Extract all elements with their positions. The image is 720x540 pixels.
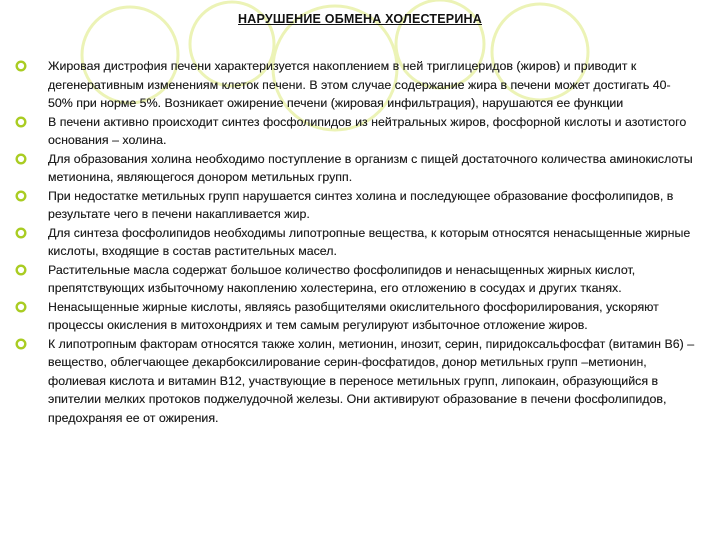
bullet-list xyxy=(15,57,695,427)
list-item xyxy=(15,57,695,113)
list-item-text: К липотропным факторам относятся также холин, метионин, инозит, серин, пиридоксальфосфат (витамин В6) – вещество, облегчающее декарбоксилирование серин-фосфатидов, донор метильных групп –метионин, фолиевая кислота и витамин В12, участвующие в переносе метильных групп, липокаин, образующийся в эпителии мелких протоков поджелудочной железы. Они активируют образование в печени фосфолипидов, предохраняя ее от ожирения. xyxy=(48,336,695,425)
list-item-text: В печени активно происходит синтез фосфолипидов из нейтральных жиров, фосфорной кислоты и азотистого основания – холина. xyxy=(48,114,687,147)
list-item-text: При недостатке метильных групп нарушается синтез холина и последующее образование фосфолипидов, в результате чего в печени накапливается жир. xyxy=(48,188,674,221)
list-item xyxy=(15,335,695,428)
page-title xyxy=(0,12,720,26)
list-item xyxy=(15,150,695,187)
ring-bullet-icon xyxy=(15,60,27,72)
list-item-text: Ненасыщенные жирные кислоты, являясь разобщителями окислительного фосфорилирования, ускоряют процессы окисления в митохондриях и тем самым регулируют избыточное отложение жиров. xyxy=(48,299,659,332)
list-item-text: Растительные масла содержат большое количество фосфолипидов и ненасыщенных жирных кислот, препятствующих избыточному накоплению холестерина, его отложению в сосудах и других тканях. xyxy=(48,262,636,295)
ring-bullet-icon xyxy=(15,227,27,239)
ring-bullet-icon xyxy=(15,116,27,128)
list-item xyxy=(15,113,695,150)
ring-bullet-icon xyxy=(15,264,27,276)
ring-bullet-icon xyxy=(15,153,27,165)
ring-bullet-icon xyxy=(15,338,27,350)
ring-bullet-icon xyxy=(15,190,27,202)
ring-bullet-icon xyxy=(15,301,27,313)
list-item xyxy=(15,187,695,224)
list-item-text: Для синтеза фосфолипидов необходимы липотропные вещества, к которым относятся ненасыщенные жирные кислоты, входящие в состав растительных масел. xyxy=(48,225,691,258)
page-title-text: НАРУШЕНИЕ ОБМЕНА ХОЛЕСТЕРИНА xyxy=(238,12,482,26)
list-item xyxy=(15,261,695,298)
list-item xyxy=(15,298,695,335)
list-item-text: Жировая дистрофия печени характеризуется накоплением в ней триглицеридов (жиров) и приводит к дегенеративным изменениям клеток печени. В этом случае содержание жира в печени может достигать 40-50% при норме 5%. Возникает ожирение печени (жировая инфильтрация), нарушаются ее функции xyxy=(48,59,671,110)
list-item xyxy=(15,224,695,261)
list-item-text: Для образования холина необходимо поступление в организм с пищей достаточного количества аминокислоты метионина, являющегося донором метильных групп. xyxy=(48,151,693,184)
